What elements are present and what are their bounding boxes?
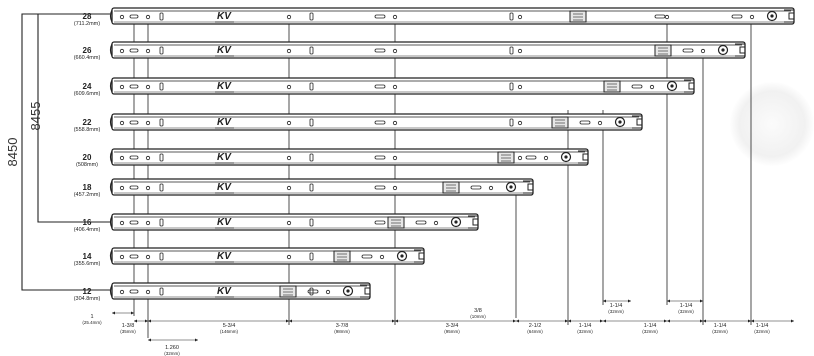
dimension-mm-d-1-1-4-c: (32mm) (642, 329, 658, 334)
dimension-mm-d-5-3-4: (146mm) (219, 329, 239, 334)
slide-26 (111, 42, 746, 58)
dimension-mm-d-1-1-4-d: (32mm) (678, 309, 694, 314)
slide-18 (111, 179, 534, 195)
arrow-head (392, 320, 395, 323)
latch-bracket (604, 81, 620, 92)
model-bracket-8455 (38, 14, 110, 222)
arrow-head (513, 320, 516, 323)
slide-length-mm: (711.2mm) (73, 21, 101, 27)
slide-24 (111, 78, 695, 94)
slide-length-mm: (457.2mm) (73, 192, 101, 198)
slide-length-mm: (660.4mm) (73, 55, 101, 61)
kv-logo: KV (217, 45, 231, 56)
dimension-value-d-1-1-4-c: 1-1/4 (643, 323, 657, 329)
arrow-head (516, 320, 519, 323)
slide-length-in: 16 (82, 218, 92, 227)
arrow-head (289, 320, 292, 323)
dimension-value-d-1: 1 (90, 314, 94, 320)
arrow-head (134, 320, 137, 323)
rail-body (112, 149, 588, 165)
kv-logo: KV (217, 286, 231, 297)
latch-bracket (655, 45, 671, 56)
model-label-8455: 8455 (28, 101, 43, 131)
roller-axle (721, 48, 724, 51)
arrow-head (603, 320, 606, 323)
rail-body (112, 214, 478, 230)
kv-logo: KV (217, 11, 231, 22)
arrow-head (565, 320, 568, 323)
slide-length-in: 14 (82, 252, 92, 261)
dimension-value-d-1-1-4-e: 1-1/4 (713, 323, 727, 329)
arrow-head (568, 320, 571, 323)
arrow-head (395, 320, 398, 323)
latch-bracket (552, 117, 568, 128)
dimension-value-d-1-1-4-b: 1-1/4 (609, 303, 623, 309)
kv-logo: KV (217, 251, 231, 262)
dimension-mm-d-3-8: (10mm) (470, 314, 486, 319)
slide-length-in: 22 (82, 118, 92, 127)
kv-logo: KV (217, 182, 231, 193)
rail-body (112, 42, 745, 58)
dimension-mm-d-1-1-4-b: (32mm) (608, 309, 624, 314)
latch-bracket (388, 217, 404, 228)
arrow-head (145, 320, 148, 323)
dimension-value-d-2-1-2: 2-1/2 (528, 323, 542, 329)
rail-body (112, 8, 794, 24)
arrow-head (603, 300, 606, 303)
arrow-head (664, 320, 667, 323)
roller-axle (454, 220, 457, 223)
latch-bracket (570, 11, 586, 22)
slide-length-mm: (304.8mm) (73, 296, 101, 302)
arrow-head (628, 300, 631, 303)
dimension-mm-d-1-1-4-e: (32mm) (712, 329, 728, 334)
slide-14 (111, 248, 425, 264)
slide-length-in: 28 (82, 12, 92, 21)
kv-logo: KV (217, 81, 231, 92)
arrow-head (148, 339, 151, 342)
latch-bracket (443, 182, 459, 193)
slide-20 (111, 149, 589, 165)
latch-bracket (334, 251, 350, 262)
slide-length-mm: (558.8mm) (73, 127, 101, 133)
arrow-head (195, 339, 198, 342)
roller-axle (509, 185, 512, 188)
dimension-value-d-3-7-8: 3-7/8 (335, 323, 349, 329)
arrow-head (703, 320, 706, 323)
slide-length-mm: (406.4mm) (73, 227, 101, 233)
dimension-mm-d-2-1-2: (64mm) (527, 329, 543, 334)
kv-logo: KV (217, 117, 231, 128)
arrow-head (751, 320, 754, 323)
slide-length-mm: (355.6mm) (73, 261, 101, 267)
dimension-mm-d-1-3-8: (35mm) (120, 329, 136, 334)
roller-axle (618, 120, 621, 123)
arrow-head (600, 320, 603, 323)
latch-bracket (498, 152, 514, 163)
dimension-mm-d-1-1-4-a: (32mm) (577, 329, 593, 334)
dimension-mm-d-1: (25.4mm) (82, 320, 102, 325)
slide-28 (111, 8, 795, 24)
slide-length-mm: (609.6mm) (73, 91, 101, 97)
dimension-value-d-1-1-4-a: 1-1/4 (578, 323, 592, 329)
arrow-head (112, 312, 115, 315)
dimension-value-d-1-1-4-d: 1-1/4 (679, 303, 693, 309)
dimension-mm-d-1-1-4-f: (32mm) (754, 329, 770, 334)
model-label-8450: 8450 (5, 137, 20, 167)
dimension-value-d-1-260: 1.260 (165, 345, 179, 351)
dimension-mm-d-3-3-4: (95mm) (444, 329, 460, 334)
dimension-value-d-3-8: 3/8 (474, 308, 482, 314)
dimension-value-d-1-1-4-f: 1-1/4 (755, 323, 769, 329)
arrow-head (667, 300, 670, 303)
arrow-head (748, 320, 751, 323)
arrow-head (131, 312, 134, 315)
arrow-head (286, 320, 289, 323)
roller-axle (400, 254, 403, 257)
slide-length-in: 18 (82, 183, 92, 192)
slide-22 (111, 114, 643, 130)
dimension-mm-d-1-260: (32mm) (164, 351, 180, 356)
slide-length-in: 20 (82, 153, 92, 162)
rail-body (112, 283, 370, 299)
arrow-head (667, 320, 670, 323)
rail-body (112, 248, 424, 264)
slide-length-mm: (508mm) (75, 162, 99, 168)
arrow-head (148, 320, 151, 323)
slide-length-in: 26 (82, 46, 92, 55)
slide-length-in: 12 (82, 287, 92, 296)
roller-axle (564, 155, 567, 158)
slide-16 (111, 214, 479, 230)
dimension-value-d-5-3-4: 5-3/4 (222, 323, 236, 329)
kv-logo: KV (217, 152, 231, 163)
dimension-value-d-1-3-8: 1-3/8 (121, 323, 135, 329)
roller-axle (346, 289, 349, 292)
roller-axle (670, 84, 673, 87)
slide-12 (111, 283, 371, 299)
dimension-value-d-3-3-4: 3-3/4 (445, 323, 459, 329)
dimension-mm-d-3-7-8: (98mm) (334, 329, 350, 334)
arrow-head (791, 320, 794, 323)
arrow-head (700, 300, 703, 303)
slide-length-in: 24 (82, 82, 92, 91)
arrow-head (700, 320, 703, 323)
kv-logo: KV (217, 217, 231, 228)
roller-axle (770, 14, 773, 17)
rail-body (112, 179, 533, 195)
latch-bracket (280, 286, 296, 297)
